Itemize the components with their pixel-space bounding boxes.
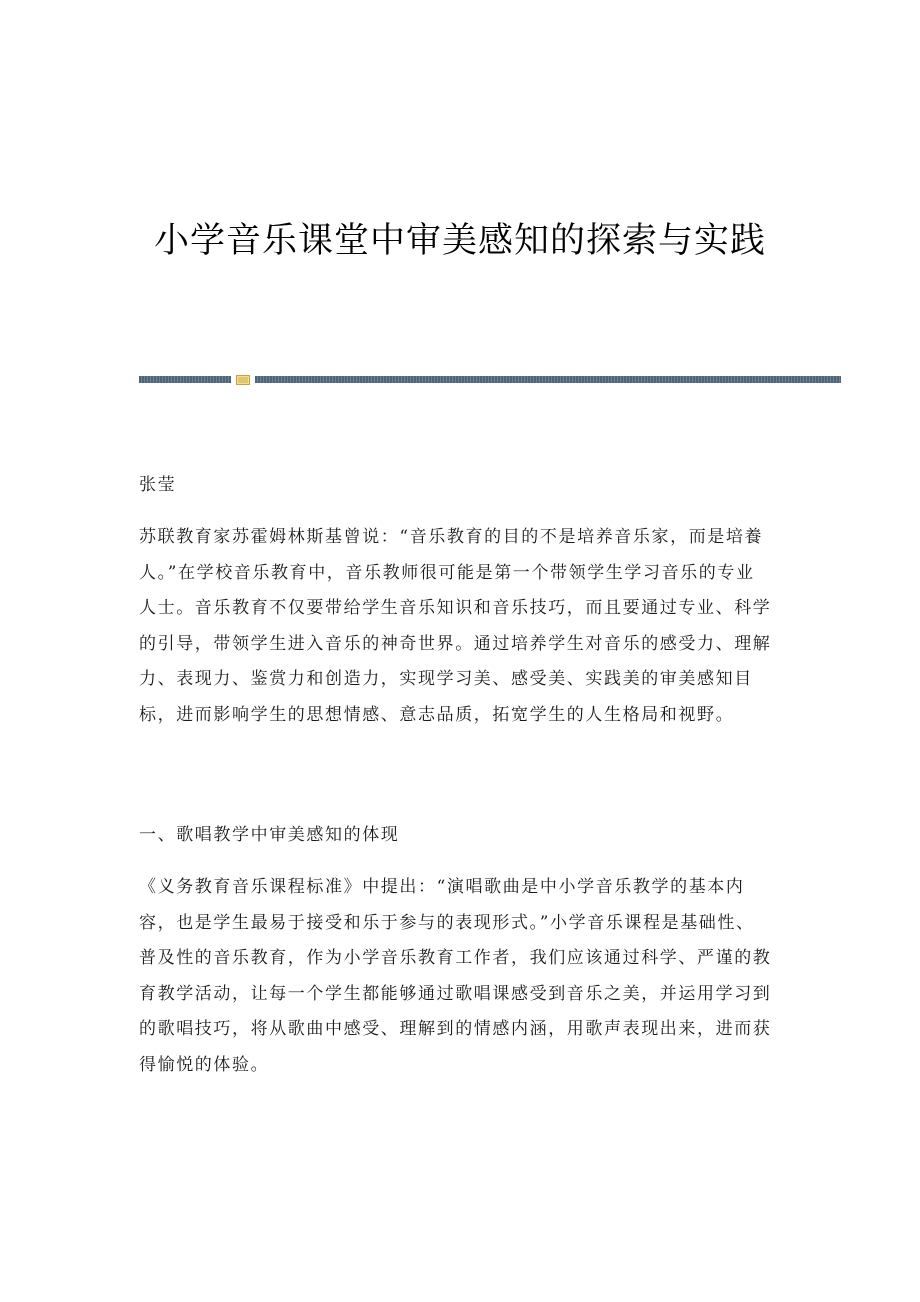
- divider-bar-left: [139, 376, 231, 383]
- paragraph-line: 的引导，带领学生进入音乐的神奇世界。通过培养学生对音乐的感受力、理解: [139, 633, 772, 654]
- paragraph-intro: [139, 520, 779, 733]
- section-heading: 一、歌唱教学中审美感知的体现: [139, 825, 400, 845]
- paragraph-line: 得愉悦的体验。: [139, 1054, 270, 1075]
- paragraph-line: 苏联教育家苏霍姆林斯基曾说：“音乐教育的目的不是培养音乐家，而是培養: [139, 527, 764, 547]
- paragraph-line: 人。”在学校音乐教育中，音乐教师很可能是第一个带领学生学习音乐的专业: [139, 562, 755, 583]
- paragraph-singing: [139, 870, 779, 1083]
- paragraph-line: 的歌唱技巧，将从歌曲中感受、理解到的情感内涵，用歌声表现出来，进而获: [139, 1019, 772, 1039]
- paragraph-line: 标，进而影响学生的思想情感、意志品质，拓宽学生的人生格局和视野。: [139, 704, 735, 725]
- divider-bar-right: [255, 376, 841, 383]
- title-divider: [139, 375, 841, 385]
- paragraph-line: 《义务教育音乐课程标准》中提出：“演唱歌曲是中小学音乐教学的基本内: [139, 877, 745, 897]
- document-title: 小学音乐课堂中审美感知的探索与实践: [153, 221, 766, 261]
- paragraph-line: 人士。音乐教育不仅要带给学生音乐知识和音乐技巧，而且要通过专业、科学: [139, 598, 772, 618]
- paragraph-line: 普及性的音乐教育，作为小学音乐教育工作者，我们应该通过科学、严谨的教: [139, 948, 772, 968]
- paragraph-line: 育教学活动，让每一个学生都能够通过歌唱课感受到音乐之美，并运用学习到: [139, 983, 772, 1004]
- author-name: 张莹: [139, 475, 177, 495]
- divider-ornament-icon: [236, 375, 250, 385]
- paragraph-line: 容，也是学生最易于接受和乐于参与的表现形式。”小学音乐课程是基础性、: [139, 912, 755, 933]
- paragraph-line: 力、表现力、鉴赏力和创造力，实现学习美、感受美、实践美的审美感知目: [139, 669, 753, 689]
